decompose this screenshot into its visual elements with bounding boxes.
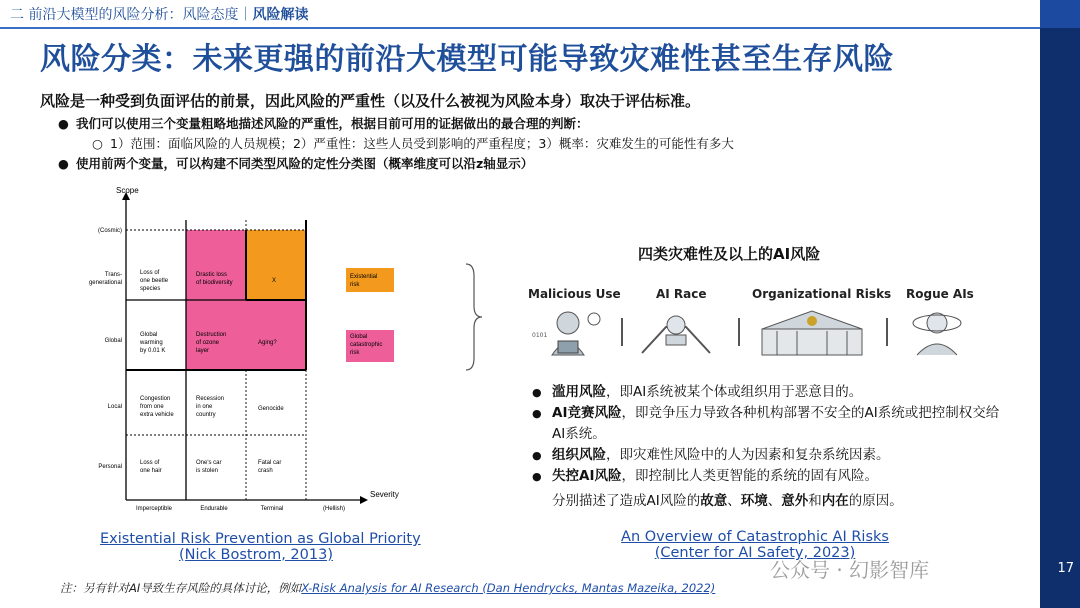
row-label: Personal [98,464,122,470]
page-title: 风险分类：未来更强的前沿大模型可能导致灾难性甚至生存风险 [40,42,894,77]
side-band [1040,0,1080,608]
cell-label-tg-ter: X [272,278,277,284]
risk-typology-chart [72,180,412,520]
cell-label-gl-ter: Aging? [258,340,277,346]
footnote: 注：另有针对AI导致生存风险的具体讨论，例如X-Risk Analysis for AI Research (Dan Hendrycks, Mantas Mazeika, 2022) [60,581,716,595]
col-label: (Hellish) [322,506,346,512]
list-item: ● 失控AI风险，即控制比人类更智能的系统的固有风险。 [532,466,1012,487]
footnote-link[interactable]: X-Risk Analysis for AI Research (Dan Hendrycks, Mantas Mazeika, 2022) [301,581,716,595]
category-malicious-use: Malicious Use [528,287,621,301]
legend-existential-label: Existential risk [350,274,378,288]
col-label: Terminal [260,506,284,512]
cell-label-pe-ter: Fatal car crash [258,460,282,474]
y-axis-label: Scope [116,186,139,195]
breadcrumb-current: 风险解读 [252,7,309,23]
ai-risk-title: 四类灾难性及以上的AI风险 [638,245,821,263]
rogue-ais-illustration [902,307,972,359]
side-band-top [1040,0,1080,28]
cell-label-gl-end: Destruction of ozone layer [196,332,227,354]
cais-link[interactable]: An Overview of Catastrophic AI Risks (Center for AI Safety, 2023) [621,529,889,561]
bullet-two-variables: ● 使用前两个变量，可以构建不同类型风险的定性分类图（概率维度可以沿z轴显示） [58,156,534,171]
pink-cell-tg-endurable [186,230,246,300]
bostrom-link[interactable]: Existential Risk Prevention as Global Priority (Nick Bostrom, 2013) [100,531,421,563]
col-label: Endurable [200,506,228,512]
malicious-use-illustration [530,307,610,359]
row-label: (Cosmic) [98,228,122,234]
orange-cell-existential [246,230,306,300]
row-label: Trans-generational [88,272,122,286]
legend-global-catastrophic-label: Global catastrophic risk [350,334,383,356]
list-item: ● AI竞赛风险，即竞争压力导致各种机构部署不安全的AI系统或把控制权交给AI系统。 [532,403,1012,445]
organizational-risks-illustration [752,307,872,359]
bullet-sub-dimensions: ○ 1）范围：面临风险的人员规模；2）严重性：这些人员受到影响的严重程度；3）概率：灾难发生的可能性有多大 [92,136,734,151]
separator [886,318,888,346]
cell-label-tg-imp: Loss of one beetle species [140,270,169,292]
list-item: ● 滥用风险，即AI系统被某个体或组织用于恶意目的。 [532,382,1012,403]
summary-line: 分别描述了造成AI风险的故意、环境、意外和内在的原因。 [552,493,903,509]
ai-race-illustration [636,307,716,359]
watermark: 公众号 · 幻影智库 [770,558,930,582]
bullet-variables: ● 我们可以使用三个变量粗略地描述风险的严重性，根据目前可用的证据做出的最合理的判断： [58,116,589,131]
list-item: ● 组织风险，即灾难性风险中的人为因素和复杂系统因素。 [532,445,1012,466]
lead-text: 风险是一种受到负面评估的前景，因此风险的严重性（以及什么被视为风险本身）取决于评估标准。 [40,92,701,110]
category-ai-race: AI Race [656,287,707,301]
legend-existential-box [346,268,394,292]
header-bar [0,0,1040,28]
col-label: Imperceptible [135,506,173,512]
cell-label-lo-ter: Genocide [258,406,284,412]
cell-label-pe-imp: Loss of one hair [140,460,162,474]
separator [621,318,623,346]
separator [738,318,740,346]
row-label: Local [107,404,122,410]
svg-text:0101: 0101 [532,332,548,339]
cell-label-lo-end: Recession in one country [196,396,225,418]
cell-label-tg-end: Drastic loss of biodiversity [196,272,233,286]
category-organizational-risks: Organizational Risks [752,287,892,301]
x-axis-label: Severity [370,490,399,499]
row-label: Global [104,338,122,344]
header-divider [0,27,1040,29]
cell-label-lo-imp: Congestion from one extra vehicle [140,396,174,418]
cell-label-pe-end: One's car is stolen [196,460,222,474]
ai-risk-list [532,382,1012,512]
page-number: 17 [1057,561,1074,576]
pink-cell-global-terminal [246,300,306,370]
category-rogue-ais: Rogue AIs [906,287,974,301]
brace-connector [462,262,484,372]
breadcrumb-section: 二 前沿大模型的风险分析：风险态度｜ [10,7,253,23]
breadcrumb [10,4,308,24]
cell-label-gl-imp: Global warming by 0.01 K [140,332,166,354]
